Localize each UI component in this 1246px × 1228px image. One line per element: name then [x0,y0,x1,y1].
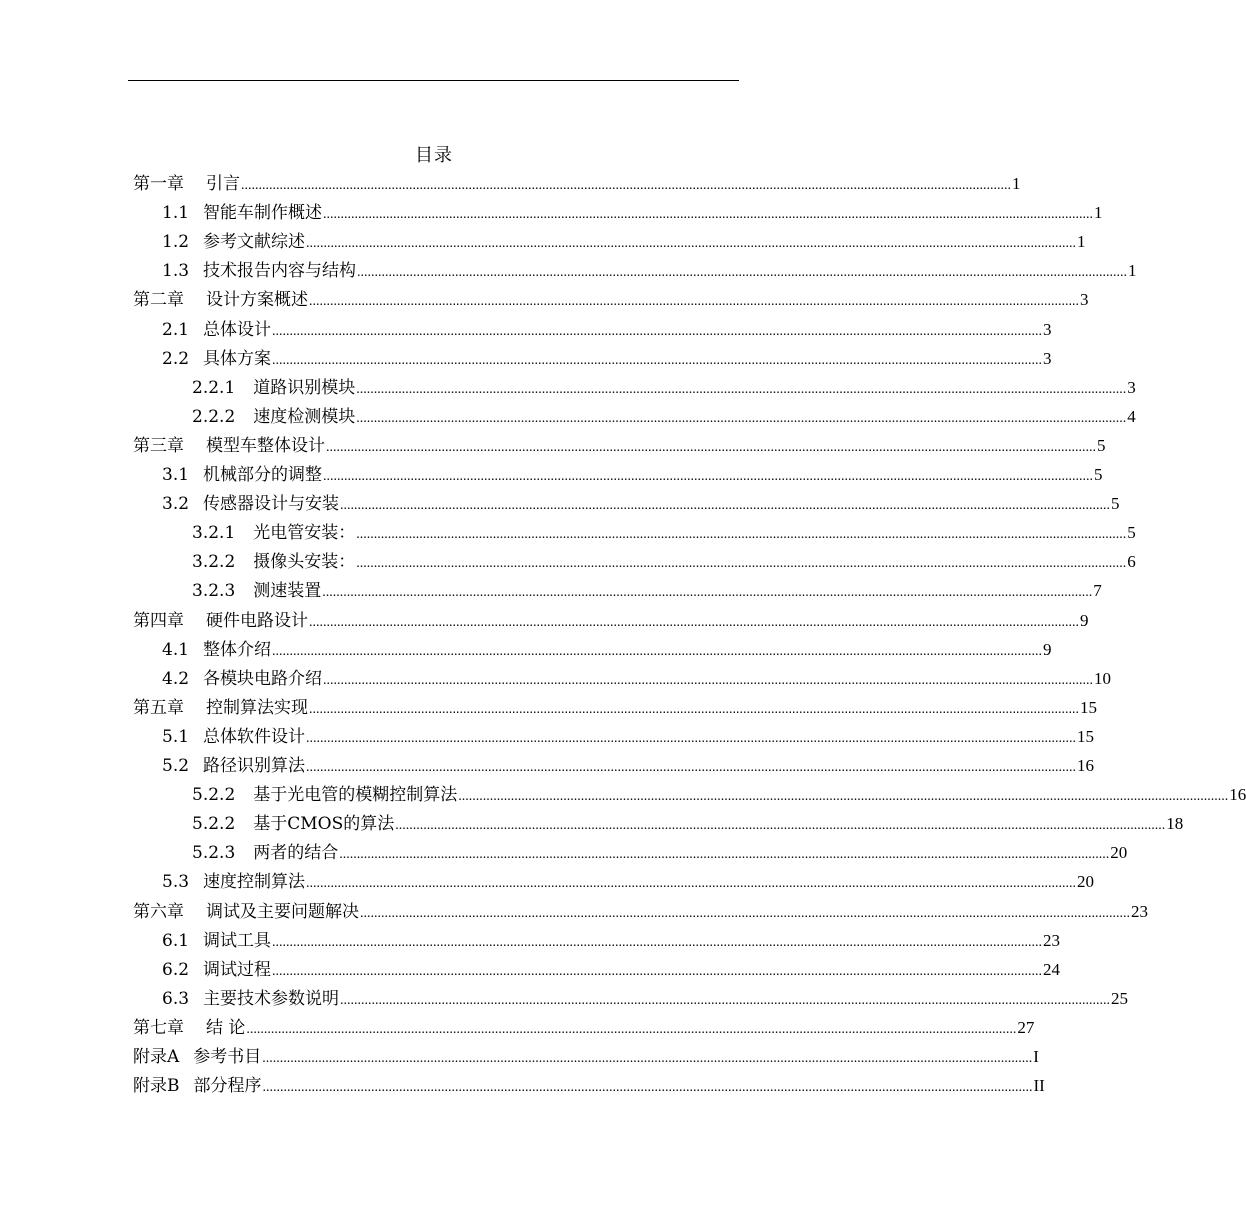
toc-entry[interactable] [162,229,1086,255]
toc-entry-title: 各模块电路介绍 [203,669,323,689]
toc-entry[interactable] [162,346,1052,372]
dot-leader: ............................................................................................................................................................................................................................ [360,906,1130,921]
toc-entry-number: 第六章 [133,902,184,922]
toc-entry-title: 机械部分的调整 [203,465,323,485]
toc-entry-page: 5 [1094,465,1103,484]
toc-entry-title: 摄像头安装： [253,552,356,572]
toc-entry[interactable] [162,258,1137,284]
dot-leader: ............................................................................................................................................................................................................................ [309,615,1079,630]
toc-entry-number: 4.2 [162,669,190,689]
dot-leader: ............................................................................................................................................................................................................................ [356,411,1127,426]
toc-entry-number: 第七章 [133,1018,184,1038]
dot-leader: ............................................................................................................................................................................................................................ [395,818,1166,833]
toc-entry[interactable] [192,549,1136,575]
toc-entry-number: 3.2.3 [192,581,236,601]
toc-entry[interactable] [133,899,1148,925]
toc-entry-number: 第三章 [133,436,184,456]
dot-leader: ............................................................................................................................................................................................................................ [306,236,1077,251]
toc-entry-number: 5.1 [162,727,190,747]
toc-entry-title: 基于CMOS的算法 [253,814,395,834]
toc-entry-title: 调试及主要问题解决 [206,902,359,922]
toc-entry-number: 4.1 [162,640,190,660]
toc-title: 目录 [415,145,453,166]
toc-entry-page: 7 [1093,581,1102,600]
dot-leader: ............................................................................................................................................................................................................................ [272,324,1043,339]
toc-entry-title: 技术报告内容与结构 [203,261,357,281]
toc-entry-number: 第一章 [133,174,184,194]
toc-entry-title: 总体软件设计 [203,727,306,747]
toc-entry-title: 智能车制作概述 [203,203,323,223]
toc-entry-page: 5 [1127,523,1136,542]
dot-leader: ............................................................................................................................................................................................................................ [339,847,1110,862]
dot-leader: ............................................................................................................................................................................................................................ [458,789,1229,804]
toc-entry-title: 总体设计 [203,320,272,340]
toc-entry[interactable] [192,840,1128,866]
toc-entry-number: 2.2.1 [192,378,236,398]
toc-entry-title: 引言 [206,174,240,194]
toc-entry-number: 3.2 [162,494,190,514]
toc-entry-number: 6.2 [162,960,190,980]
toc-entry[interactable] [162,666,1112,692]
toc-entry-title: 具体方案 [203,349,272,369]
toc-entry[interactable] [162,462,1103,488]
dot-leader: ............................................................................................................................................................................................................................ [326,440,1096,455]
toc-entry-number: 1.1 [162,203,190,223]
toc-entry-page: 15 [1077,727,1095,746]
toc-entry[interactable] [162,869,1095,895]
toc-entry-title: 控制算法实现 [206,698,308,718]
toc-entry-number: 第五章 [133,698,184,718]
toc-entry-number: 5.2 [162,756,190,776]
toc-entry-page: 27 [1017,1018,1035,1037]
toc-entry-page: I [1033,1047,1039,1066]
toc-entry-page: 15 [1080,698,1097,717]
toc-entry-page: 18 [1166,814,1184,833]
toc-entry[interactable] [133,433,1106,459]
toc-entry-number: 3.1 [162,465,190,485]
toc-entry[interactable] [162,986,1129,1012]
toc-entry[interactable] [162,724,1095,750]
dot-leader: ............................................................................................................................................................................................................................ [357,265,1128,280]
toc-entry-page: 1 [1077,232,1086,251]
dot-leader: ............................................................................................................................................................................................................................ [323,207,1094,222]
toc-entry-page: 16 [1077,756,1095,775]
toc-entry-page: 1 [1128,261,1137,280]
toc-entry-page: 1 [1012,174,1021,193]
toc-entry-title: 硬件电路设计 [206,611,308,631]
toc-entry-page: 4 [1127,407,1136,426]
toc-entry[interactable] [133,1073,1045,1099]
toc-entry-page: 3 [1080,290,1089,309]
toc-entry-number: 1.2 [162,232,190,252]
dot-leader: ............................................................................................................................................................................................................................ [309,294,1079,309]
toc-entry[interactable] [162,957,1061,983]
dot-leader: ............................................................................................................................................................................................................................ [241,178,1011,193]
toc-entry-title: 传感器设计与安装 [203,494,340,514]
toc-entry-title: 调试工具 [203,931,272,951]
dot-leader: ............................................................................................................................................................................................................................ [306,731,1077,746]
dot-leader: ............................................................................................................................................................................................................................ [262,1051,1033,1066]
toc-entry-page: 24 [1043,960,1061,979]
dot-leader: ............................................................................................................................................................................................................................ [272,935,1043,950]
toc-entry-number: 6.3 [162,989,190,1009]
toc-entry-page: 3 [1127,378,1136,397]
toc-entry-page: 5 [1097,436,1106,455]
toc-entry-page: 6 [1127,552,1136,571]
toc-entry-title: 路径识别算法 [203,756,306,776]
toc-entry-page: 23 [1131,902,1148,921]
dot-leader: ............................................................................................................................................................................................................................ [306,876,1077,891]
toc-entry-page: II [1033,1076,1045,1095]
toc-entry-number: 附录B [133,1076,180,1096]
toc-entry-title: 模型车整体设计 [206,436,325,456]
dot-leader: ............................................................................................................................................................................................................................ [322,585,1093,600]
toc-entry-title: 测速装置 [253,581,322,601]
toc-entry-page: 3 [1043,320,1052,339]
toc-entry[interactable] [162,637,1052,663]
toc-entry-number: 2.2.2 [192,407,236,427]
dot-leader: ............................................................................................................................................................................................................................ [272,644,1043,659]
dot-leader: ............................................................................................................................................................................................................................ [262,1080,1033,1095]
toc-entry-title: 参考文献综述 [203,232,306,252]
dot-leader: ............................................................................................................................................................................................................................ [272,353,1043,368]
toc-entry-title: 速度控制算法 [203,872,306,892]
toc-entry[interactable] [162,753,1095,779]
toc-entry[interactable] [162,491,1120,517]
toc-entry-page: 5 [1111,494,1120,513]
toc-entry[interactable] [192,578,1102,604]
toc-entry-number: 1.3 [162,261,190,281]
dot-leader: ............................................................................................................................................................................................................................ [356,556,1127,571]
toc-entry-title: 部分程序 [193,1076,262,1096]
toc-entry-page: 20 [1077,872,1095,891]
toc-entry-number: 3.2.2 [192,552,236,572]
toc-entry[interactable] [133,287,1089,313]
toc-entry-number: 6.1 [162,931,190,951]
toc-entry-number: 5.3 [162,872,190,892]
toc-entry[interactable] [133,1044,1039,1070]
toc-entry-page: 10 [1094,669,1112,688]
toc-entry-number: 第二章 [133,290,184,310]
toc-entry[interactable] [192,404,1136,430]
dot-leader: ............................................................................................................................................................................................................................ [323,673,1094,688]
dot-leader: ............................................................................................................................................................................................................................ [340,498,1111,513]
toc-entry-number: 附录A [133,1047,180,1067]
toc-entry-page: 23 [1043,931,1061,950]
toc-entry-title: 主要技术参数说明 [203,989,340,1009]
toc-entry-page: 16 [1229,785,1246,804]
dot-leader: ............................................................................................................................................................................................................................ [356,382,1127,397]
dot-leader: ............................................................................................................................................................................................................................ [340,993,1111,1008]
toc-entry-number: 3.2.1 [192,523,236,543]
dot-leader: ............................................................................................................................................................................................................................ [356,527,1127,542]
toc-entry-number: 5.2.2 [192,785,236,805]
toc-entry[interactable] [133,1015,1035,1041]
toc-entry-number: 5.2.3 [192,843,236,863]
toc-entry-title: 速度检测模块 [253,407,356,427]
toc-entry[interactable] [133,608,1089,634]
toc-entry-title: 光电管安装： [253,523,356,543]
toc-entry-title: 整体介绍 [203,640,272,660]
toc-entry-number: 第四章 [133,611,184,631]
dot-leader: ............................................................................................................................................................................................................................ [323,469,1094,484]
toc-entry-page: 9 [1043,640,1052,659]
toc-entry-title: 结 论 [206,1018,246,1038]
toc-entry[interactable] [192,811,1184,837]
toc-entry[interactable] [162,928,1061,954]
toc-entry-number: 2.1 [162,320,190,340]
toc-entry[interactable] [192,782,1246,808]
toc-entry[interactable] [162,317,1052,343]
toc-entry-page: 9 [1080,611,1089,630]
toc-entry-page: 1 [1094,203,1103,222]
toc-entry-page: 3 [1043,349,1052,368]
toc-entry-title: 调试过程 [203,960,272,980]
toc-entry[interactable] [133,695,1097,721]
toc-entry-number: 5.2.2 [192,814,236,834]
dot-leader: ............................................................................................................................................................................................................................ [272,964,1043,979]
toc-entry-page: 20 [1110,843,1128,862]
toc-entry-title: 基于光电管的模糊控制算法 [253,785,458,805]
dot-leader: ............................................................................................................................................................................................................................ [309,702,1079,717]
toc-entry-number: 2.2 [162,349,190,369]
dot-leader: ............................................................................................................................................................................................................................ [306,760,1077,775]
toc-entry-title: 设计方案概述 [206,290,308,310]
toc-entry[interactable] [192,375,1136,401]
toc-entry[interactable] [162,200,1103,226]
toc-entry[interactable] [133,171,1021,197]
dot-leader: ............................................................................................................................................................................................................................ [246,1022,1017,1037]
toc-entry-page: 25 [1111,989,1129,1008]
toc-entry[interactable] [192,520,1136,546]
toc-entry-title: 参考书目 [193,1047,262,1067]
toc-entry-title: 道路识别模块 [253,378,356,398]
toc-entry-title: 两者的结合 [253,843,339,863]
